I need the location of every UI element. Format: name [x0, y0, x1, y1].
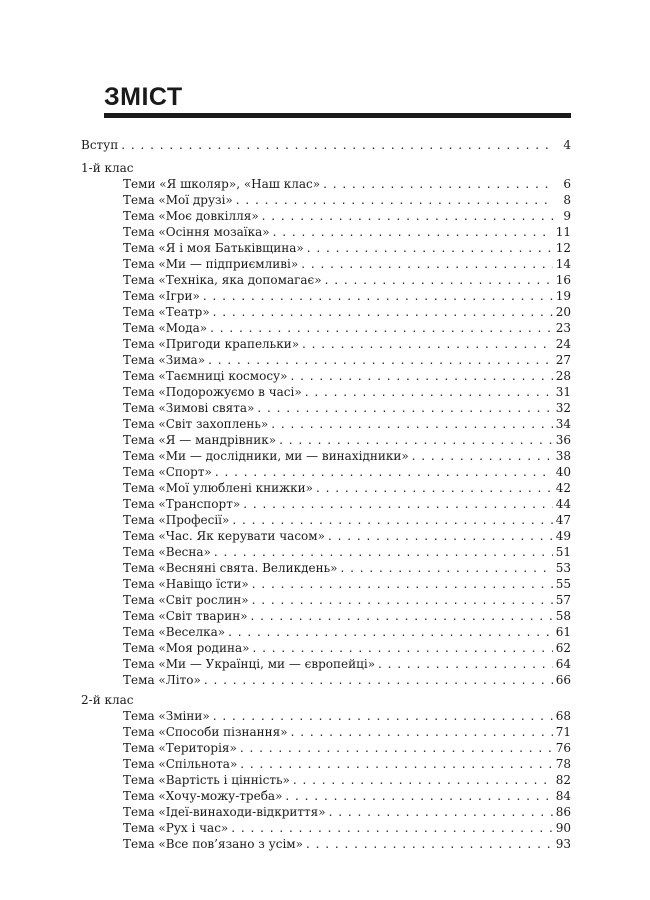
toc-entry	[123, 304, 571, 320]
dot-leader	[240, 740, 553, 756]
entry-page-number: 24	[555, 337, 571, 351]
entry-page-number: 62	[555, 641, 571, 655]
entry-label: Тема «Зміни»	[123, 709, 210, 723]
entry-page-number: 19	[555, 289, 571, 303]
dot-leader	[208, 352, 553, 368]
toc-entry	[123, 464, 571, 480]
entry-label: Тема «Ідеї-винаходи-відкриття»	[123, 805, 326, 819]
entry-page-number: 6	[563, 177, 571, 191]
dot-leader	[215, 464, 553, 480]
entry-label: Тема «Театр»	[123, 305, 210, 319]
dot-leader	[203, 288, 553, 304]
entry-page-number: 14	[555, 257, 571, 271]
dot-leader	[262, 208, 554, 224]
dot-leader	[305, 384, 553, 400]
entry-page-number: 8	[563, 193, 571, 207]
entry-label: Тема «Мої улюблені книжки»	[123, 481, 314, 495]
entry-page-number: 55	[555, 577, 571, 591]
entry-page-number: 90	[555, 821, 571, 835]
entry-page-number: 57	[555, 593, 571, 607]
entry-label: Вступ	[81, 138, 119, 152]
entry-label: Тема «Рух і час»	[123, 821, 229, 835]
dot-leader	[252, 576, 553, 592]
toc-entry	[123, 432, 571, 448]
entry-label: Тема «Ми — підприємливі»	[123, 257, 299, 271]
entry-label: Тема «Територія»	[123, 741, 237, 755]
entry-label: Тема «Світ тварин»	[123, 609, 248, 623]
dot-leader	[213, 708, 553, 724]
entry-label: Тема «Світ захоплень»	[123, 417, 269, 431]
dot-leader	[307, 240, 553, 256]
toc-entry	[123, 288, 571, 304]
toc-entry	[123, 256, 571, 272]
toc-entry	[123, 656, 571, 672]
entry-label: Тема «Зима»	[123, 353, 206, 367]
entry-page-number: 86	[555, 805, 571, 819]
dot-leader	[252, 592, 553, 608]
entry-label: Тема «Хочу-можу-треба»	[123, 789, 283, 803]
dot-leader	[323, 176, 554, 192]
entry-page-number: 32	[555, 401, 571, 415]
toc-entry	[123, 788, 571, 804]
entry-page-number: 49	[555, 529, 571, 543]
toc-entry	[123, 544, 571, 560]
toc-entry	[123, 496, 571, 512]
toc-entry	[123, 384, 571, 400]
toc-entry	[123, 560, 571, 576]
entry-page-number: 36	[555, 433, 571, 447]
toc-entry	[123, 272, 571, 288]
entry-label: Тема «Все пов’язано з усім»	[123, 837, 303, 851]
toc-entry	[123, 512, 571, 528]
dot-leader	[240, 756, 552, 772]
toc-entry	[123, 176, 571, 192]
entry-page-number: 34	[555, 417, 571, 431]
entry-page-number: 28	[555, 369, 571, 383]
entry-label: Тема «Ігри»	[123, 289, 200, 303]
toc-entry	[123, 400, 571, 416]
dot-leader	[271, 416, 552, 432]
dot-leader	[231, 820, 552, 836]
dot-leader	[329, 804, 553, 820]
dot-leader	[243, 496, 553, 512]
entry-label: Тема «Літо»	[123, 673, 201, 687]
toc-entry	[123, 224, 571, 240]
entry-page-number: 84	[555, 789, 571, 803]
entry-page-number: 78	[555, 757, 571, 771]
entry-label: Тема «Вартість і цінність»	[123, 773, 290, 787]
entry-page-number: 71	[555, 725, 571, 739]
entry-label: Тема «Зимові свята»	[123, 401, 255, 415]
entry-page-number: 27	[555, 353, 571, 367]
entry-label: Тема «Ми — дослідники, ми — винахідники»	[123, 449, 409, 463]
toc-entry	[123, 608, 571, 624]
dot-leader	[293, 772, 553, 788]
dot-leader	[214, 544, 553, 560]
entry-label: Тема «Професії»	[123, 513, 230, 527]
dot-leader	[316, 480, 553, 496]
toc-entry	[123, 672, 571, 688]
toc-entry	[123, 576, 571, 592]
entry-page-number: 40	[555, 465, 571, 479]
entry-label: Тема «Я — мандрівник»	[123, 433, 277, 447]
toc-entry	[123, 528, 571, 544]
entry-label: Тема «Транспорт»	[123, 497, 241, 511]
entry-page-number: 16	[555, 273, 571, 287]
entry-label: Тема «Я і моя Батьківщина»	[123, 241, 304, 255]
toc-entry	[123, 740, 571, 756]
entry-label: Тема «Спільнота»	[123, 757, 238, 771]
entry-page-number: 38	[555, 449, 571, 463]
entry-page-number: 12	[555, 241, 571, 255]
entry-label: Тема «Осіння мозаїка»	[123, 225, 270, 239]
entry-page-number: 53	[555, 561, 571, 575]
toc-entry	[123, 320, 571, 336]
toc-entry	[123, 772, 571, 788]
dot-leader	[285, 788, 552, 804]
dot-leader	[228, 624, 553, 640]
entry-label: Тема «Пригоди крапельки»	[123, 337, 300, 351]
toc-entry	[123, 240, 571, 256]
entry-page-number: 61	[555, 625, 571, 639]
entry-label: Тема «Ми — Українці, ми — європейці»	[123, 657, 376, 671]
toc-entry	[123, 416, 571, 432]
entry-label: Тема «Навіщо їсти»	[123, 577, 249, 591]
entry-label: Тема «Техніка, яка допомагає»	[123, 273, 322, 287]
section-heading: 2-й клас	[81, 693, 134, 707]
entry-label: Тема «Моє довкілля»	[123, 209, 259, 223]
entry-page-number: 23	[555, 321, 571, 335]
entry-label: Тема «Способи пізнання»	[123, 725, 288, 739]
dot-leader	[121, 137, 554, 153]
dot-leader	[291, 724, 553, 740]
entry-label: Тема «Спорт»	[123, 465, 212, 479]
entry-label: Тема «Веселка»	[123, 625, 226, 639]
entry-label: Тема «Весна»	[123, 545, 211, 559]
entry-label: Тема «Весняні свята. Великдень»	[123, 561, 338, 575]
entry-page-number: 82	[555, 773, 571, 787]
entry-page-number: 64	[555, 657, 571, 671]
toc-entry	[123, 448, 571, 464]
dot-leader	[290, 368, 552, 384]
toc-entry	[123, 192, 571, 208]
dot-leader	[328, 528, 553, 544]
entry-label: Тема «Мода»	[123, 321, 208, 335]
dot-leader	[210, 320, 553, 336]
entry-page-number: 47	[555, 513, 571, 527]
entry-page-number: 66	[555, 673, 571, 687]
dot-leader	[301, 256, 553, 272]
toc-entry-intro	[81, 137, 571, 153]
dot-leader	[273, 224, 553, 240]
dot-leader	[412, 448, 553, 464]
entry-page-number: 11	[555, 225, 571, 239]
entry-label: Тема «Подорожуємо в часі»	[123, 385, 302, 399]
toc-entry	[123, 592, 571, 608]
toc-entry	[123, 820, 571, 836]
entry-label: Теми «Я школяр», «Наш клас»	[123, 177, 321, 191]
toc-entry	[123, 836, 571, 852]
entry-label: Тема «Таємниці космосу»	[123, 369, 288, 383]
dot-leader	[232, 512, 552, 528]
toc-entry	[123, 640, 571, 656]
dot-leader	[236, 192, 554, 208]
page-title: ЗМІСТ	[104, 83, 183, 111]
toc-entry	[123, 480, 571, 496]
toc-entry	[123, 336, 571, 352]
dot-leader	[340, 560, 552, 576]
dot-leader	[279, 432, 553, 448]
toc-entry	[123, 208, 571, 224]
dot-leader	[252, 640, 552, 656]
entry-label: Тема «Мої друзі»	[123, 193, 233, 207]
toc-entry	[123, 756, 571, 772]
dot-leader	[302, 336, 553, 352]
title-rule	[104, 113, 571, 118]
section-heading: 1-й клас	[81, 161, 134, 175]
toc-entry	[123, 368, 571, 384]
entry-page-number: 20	[555, 305, 571, 319]
entry-page-number: 9	[563, 209, 571, 223]
dot-leader	[257, 400, 552, 416]
dot-leader	[306, 836, 553, 852]
entry-page-number: 44	[555, 497, 571, 511]
dot-leader	[213, 304, 553, 320]
entry-page-number: 31	[555, 385, 571, 399]
entry-page-number: 58	[555, 609, 571, 623]
entry-label: Тема «Час. Як керувати часом»	[123, 529, 325, 543]
entry-page-number: 4	[563, 138, 571, 152]
entry-page-number: 76	[555, 741, 571, 755]
entry-page-number: 68	[555, 709, 571, 723]
dot-leader	[204, 672, 553, 688]
toc-entry	[123, 624, 571, 640]
entry-page-number: 42	[555, 481, 571, 495]
toc-entry	[123, 804, 571, 820]
entry-page-number: 93	[555, 837, 571, 851]
dot-leader	[251, 608, 553, 624]
entry-page-number: 51	[555, 545, 571, 559]
toc-entry	[123, 708, 571, 724]
toc-entry	[123, 724, 571, 740]
dot-leader	[325, 272, 553, 288]
entry-label: Тема «Моя родина»	[123, 641, 250, 655]
entry-label: Тема «Світ рослин»	[123, 593, 249, 607]
toc-entry	[123, 352, 571, 368]
dot-leader	[378, 656, 553, 672]
